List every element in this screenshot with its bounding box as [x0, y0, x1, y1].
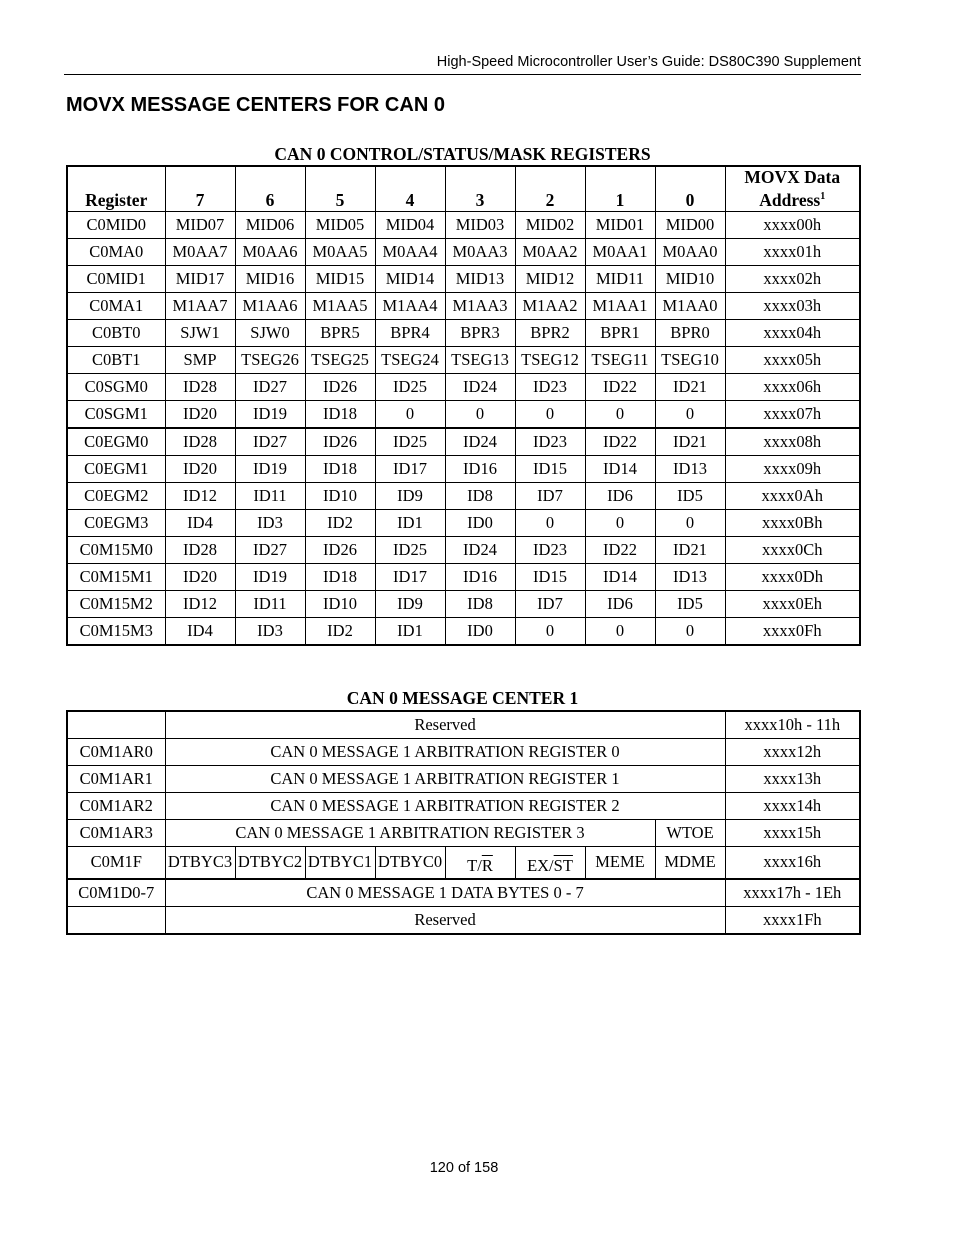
address-cell: xxxx12h: [725, 739, 860, 766]
bit-cell: M0AA1: [585, 239, 655, 266]
address-cell: xxxx02h: [725, 266, 860, 293]
reserved-cell: Reserved: [165, 906, 725, 934]
table1-header-row: [67, 166, 860, 212]
register-cell: C0MID0: [67, 212, 165, 239]
register-cell: C0M1AR3: [67, 820, 165, 847]
bit-cell: 0: [585, 510, 655, 537]
bit-cell: ID23: [515, 428, 585, 456]
address-cell: xxxx17h - 1Eh: [725, 879, 860, 907]
bit-cell: ID5: [655, 483, 725, 510]
table-row: [67, 711, 860, 739]
register-cell: C0M15M3: [67, 618, 165, 646]
exst-bar-text: $\overline{ST}$: [553, 855, 573, 875]
register-cell: C0M1AR0: [67, 739, 165, 766]
table-row: [67, 320, 860, 347]
bit-cell: ID18: [305, 564, 375, 591]
register-cell: C0M1D0-7: [67, 879, 165, 907]
table-row: [67, 401, 860, 429]
bit-cell: ID22: [585, 428, 655, 456]
bit-cell: 0: [515, 510, 585, 537]
bit-cell: MID15: [305, 266, 375, 293]
table1-body: [67, 212, 860, 646]
bit-cell: SMP: [165, 347, 235, 374]
address-cell: xxxx06h: [725, 374, 860, 401]
bit-cell: ID7: [515, 483, 585, 510]
bit-cell: BPR0: [655, 320, 725, 347]
bit-cell: ID1: [375, 618, 445, 646]
bit-cell: ID17: [375, 564, 445, 591]
description-cell: CAN 0 MESSAGE 1 ARBITRATION REGISTER 2: [165, 793, 725, 820]
bit-cell: M1AA7: [165, 293, 235, 320]
bit-cell: ID10: [305, 591, 375, 618]
bit-cell: M0AA0: [655, 239, 725, 266]
bit-cell: ID0: [445, 510, 515, 537]
bit-cell: DTBYC3: [165, 847, 235, 879]
bit-cell: ID19: [235, 564, 305, 591]
bit-cell: ID24: [445, 537, 515, 564]
bit-cell: ID12: [165, 591, 235, 618]
bit-cell: ID20: [165, 456, 235, 483]
bit-cell: ID6: [585, 591, 655, 618]
bit-cell: ID14: [585, 456, 655, 483]
bit-cell: M0AA6: [235, 239, 305, 266]
table-row: [67, 847, 860, 879]
bit-cell: 0: [515, 401, 585, 429]
bit-cell: ID7: [515, 591, 585, 618]
bit-cell: ID2: [305, 618, 375, 646]
bit-cell: ID21: [655, 537, 725, 564]
bit-cell: ID16: [445, 564, 515, 591]
col-header-bit1: 1: [585, 166, 655, 212]
register-cell: C0SGM1: [67, 401, 165, 429]
table-row: [67, 879, 860, 907]
bit-cell: M0AA7: [165, 239, 235, 266]
address-cell: xxxx07h: [725, 401, 860, 429]
bit-cell: ID23: [515, 537, 585, 564]
col-header-bit5: 5: [305, 166, 375, 212]
bit-cell: 0: [585, 618, 655, 646]
address-cell: xxxx00h: [725, 212, 860, 239]
bit-cell: [515, 847, 585, 879]
bit-cell: TSEG26: [235, 347, 305, 374]
bit-cell: 0: [585, 401, 655, 429]
bit-cell: ID13: [655, 456, 725, 483]
bit-cell: 0: [445, 401, 515, 429]
address-cell: xxxx05h: [725, 347, 860, 374]
col-header-bit2: 2: [515, 166, 585, 212]
bit-cell: ID3: [235, 618, 305, 646]
bit-cell: ID28: [165, 428, 235, 456]
register-cell: C0BT1: [67, 347, 165, 374]
register-cell: C0M15M0: [67, 537, 165, 564]
bit-cell: ID22: [585, 374, 655, 401]
bit-cell: ID21: [655, 374, 725, 401]
bit-cell: ID5: [655, 591, 725, 618]
bit-cell: BPR2: [515, 320, 585, 347]
register-cell: C0MA1: [67, 293, 165, 320]
bit-cell: MID10: [655, 266, 725, 293]
table-row: [67, 820, 860, 847]
register-cell: C0M1AR2: [67, 793, 165, 820]
address-cell: xxxx13h: [725, 766, 860, 793]
bit-cell: 0: [655, 618, 725, 646]
bit-cell: BPR3: [445, 320, 515, 347]
control-status-mask-table: [66, 165, 861, 646]
address-cell: xxxx03h: [725, 293, 860, 320]
bit-cell: M1AA1: [585, 293, 655, 320]
bit-cell: DTBYC1: [305, 847, 375, 879]
bit-cell: M1AA0: [655, 293, 725, 320]
table-row: [67, 739, 860, 766]
register-cell: C0MID1: [67, 266, 165, 293]
bit-cell: TSEG13: [445, 347, 515, 374]
address-cell: xxxx0Ch: [725, 537, 860, 564]
bit-cell: ID20: [165, 564, 235, 591]
bit-cell: 0: [515, 618, 585, 646]
col-header-bit0: 0: [655, 166, 725, 212]
register-cell: C0BT0: [67, 320, 165, 347]
bit-cell: MID11: [585, 266, 655, 293]
table-row: [67, 374, 860, 401]
bit-cell: DTBYC0: [375, 847, 445, 879]
bit-cell: BPR1: [585, 320, 655, 347]
bit-cell: ID6: [585, 483, 655, 510]
col-header-register: Register: [67, 166, 165, 212]
bit-cell: ID18: [305, 401, 375, 429]
bit-cell: ID26: [305, 428, 375, 456]
table-row: [67, 428, 860, 456]
bit-cell: TSEG25: [305, 347, 375, 374]
table-row: [67, 266, 860, 293]
address-cell: xxxx08h: [725, 428, 860, 456]
exst-prefix: EX/: [527, 855, 554, 875]
bit-cell: MID00: [655, 212, 725, 239]
address-cell: xxxx10h - 11h: [725, 711, 860, 739]
page-number: 120 of 158: [429, 1160, 499, 1176]
description-cell: CAN 0 MESSAGE 1 DATA BYTES 0 - 7: [165, 879, 725, 907]
register-cell: C0EGM3: [67, 510, 165, 537]
bit-cell: TSEG10: [655, 347, 725, 374]
bit-cell: M1AA5: [305, 293, 375, 320]
bit-cell: DTBYC2: [235, 847, 305, 879]
bit-cell: SJW0: [235, 320, 305, 347]
table-row: [67, 293, 860, 320]
bit-cell: ID18: [305, 456, 375, 483]
running-header: High-Speed Microcontroller User’s Guide: DS80C390 Supplement: [64, 54, 861, 75]
bit-cell: ID17: [375, 456, 445, 483]
bit-cell: 0: [655, 401, 725, 429]
bit-cell: MID04: [375, 212, 445, 239]
bit-cell: M0AA2: [515, 239, 585, 266]
table-row: [67, 483, 860, 510]
bit-cell: ID0: [445, 618, 515, 646]
bit-cell: MID07: [165, 212, 235, 239]
bit-cell: ID28: [165, 374, 235, 401]
col-header-bit7: 7: [165, 166, 235, 212]
table-row: [67, 347, 860, 374]
bit-cell: ID4: [165, 510, 235, 537]
bit-cell: WTOE: [655, 820, 725, 847]
bit-cell: M0AA5: [305, 239, 375, 266]
table-row: [67, 537, 860, 564]
address-cell: xxxx01h: [725, 239, 860, 266]
bit-cell: ID20: [165, 401, 235, 429]
bit-cell: ID9: [375, 591, 445, 618]
table-row: [67, 591, 860, 618]
address-cell: xxxx1Fh: [725, 906, 860, 934]
bit-cell: MID03: [445, 212, 515, 239]
address-cell: xxxx0Ah: [725, 483, 860, 510]
bit-cell: ID12: [165, 483, 235, 510]
register-cell: C0EGM1: [67, 456, 165, 483]
register-cell: C0M1AR1: [67, 766, 165, 793]
address-cell: xxxx0Eh: [725, 591, 860, 618]
bit-cell: ID27: [235, 537, 305, 564]
description-cell: CAN 0 MESSAGE 1 ARBITRATION REGISTER 1: [165, 766, 725, 793]
bit-cell: ID4: [165, 618, 235, 646]
bit-cell: [445, 847, 515, 879]
table-row: [67, 793, 860, 820]
address-cell: xxxx04h: [725, 320, 860, 347]
col-header-bit4: 4: [375, 166, 445, 212]
tr-prefix: T/: [467, 855, 482, 875]
bit-cell: ID27: [235, 374, 305, 401]
bit-cell: ID15: [515, 564, 585, 591]
bit-cell: ID9: [375, 483, 445, 510]
bit-cell: ID15: [515, 456, 585, 483]
address-header-line1: MOVX Data: [744, 167, 841, 188]
bit-cell: ID8: [445, 483, 515, 510]
bit-cell: ID2: [305, 510, 375, 537]
bit-cell: ID1: [375, 510, 445, 537]
bit-cell: ID28: [165, 537, 235, 564]
message-center-1-table: [66, 710, 861, 935]
bit-cell: MID01: [585, 212, 655, 239]
table1-caption: CAN 0 CONTROL/STATUS/MASK REGISTERS: [274, 144, 651, 164]
table-row: [67, 456, 860, 483]
bit-cell: MID13: [445, 266, 515, 293]
bit-cell: ID25: [375, 374, 445, 401]
table-row: [67, 564, 860, 591]
table2-caption: CAN 0 MESSAGE CENTER 1: [346, 688, 579, 708]
table-row: [67, 212, 860, 239]
bit-cell: ID19: [235, 401, 305, 429]
bit-cell: ID11: [235, 483, 305, 510]
bit-cell: BPR4: [375, 320, 445, 347]
bit-cell: MID14: [375, 266, 445, 293]
bit-cell: ID26: [305, 374, 375, 401]
description-cell: CAN 0 MESSAGE 1 ARBITRATION REGISTER 0: [165, 739, 725, 766]
bit-cell: M0AA4: [375, 239, 445, 266]
bit-cell: ID14: [585, 564, 655, 591]
address-cell: xxxx0Bh: [725, 510, 860, 537]
bit-cell: MEME: [585, 847, 655, 879]
table-row: [67, 239, 860, 266]
bit-cell: M1AA4: [375, 293, 445, 320]
address-cell: xxxx14h: [725, 793, 860, 820]
bit-cell: M1AA2: [515, 293, 585, 320]
bit-cell: ID24: [445, 374, 515, 401]
bit-cell: MDME: [655, 847, 725, 879]
bit-cell: ID27: [235, 428, 305, 456]
bit-cell: MID16: [235, 266, 305, 293]
bit-cell: SJW1: [165, 320, 235, 347]
address-footnote-marker: 1: [820, 191, 826, 203]
bit-cell: BPR5: [305, 320, 375, 347]
address-cell: xxxx0Fh: [725, 618, 860, 646]
reserved-cell: Reserved: [165, 711, 725, 739]
register-cell: C0M15M1: [67, 564, 165, 591]
bit-cell: ID19: [235, 456, 305, 483]
bit-cell: TSEG24: [375, 347, 445, 374]
bit-cell: ID10: [305, 483, 375, 510]
address-cell: xxxx15h: [725, 820, 860, 847]
bit-cell: ID26: [305, 537, 375, 564]
table-row: [67, 766, 860, 793]
register-cell: C0M1F: [67, 847, 165, 879]
bit-cell: TSEG12: [515, 347, 585, 374]
bit-cell: M0AA3: [445, 239, 515, 266]
register-cell: C0MA0: [67, 239, 165, 266]
bit-cell: ID11: [235, 591, 305, 618]
bit-cell: ID24: [445, 428, 515, 456]
bit-cell: 0: [655, 510, 725, 537]
bit-cell: MID17: [165, 266, 235, 293]
section-title: MOVX MESSAGE CENTERS FOR CAN 0: [66, 94, 445, 116]
register-cell: [67, 711, 165, 739]
table-row: [67, 906, 860, 934]
bit-cell: 0: [375, 401, 445, 429]
bit-cell: MID02: [515, 212, 585, 239]
address-cell: xxxx09h: [725, 456, 860, 483]
description-cell: CAN 0 MESSAGE 1 ARBITRATION REGISTER 3: [165, 820, 655, 847]
register-cell: C0M15M2: [67, 591, 165, 618]
bit-cell: ID8: [445, 591, 515, 618]
bit-cell: ID3: [235, 510, 305, 537]
bit-cell: MID06: [235, 212, 305, 239]
register-cell: [67, 906, 165, 934]
address-header-line2: Address: [759, 190, 821, 210]
address-cell: xxxx0Dh: [725, 564, 860, 591]
register-cell: C0SGM0: [67, 374, 165, 401]
bit-cell: ID23: [515, 374, 585, 401]
bit-cell: M1AA3: [445, 293, 515, 320]
bit-cell: ID13: [655, 564, 725, 591]
table-row: [67, 510, 860, 537]
register-cell: C0EGM2: [67, 483, 165, 510]
col-header-address: [725, 166, 860, 212]
bit-cell: ID21: [655, 428, 725, 456]
table-row: [67, 618, 860, 646]
tr-bar-text: $\overline{R}$: [481, 855, 493, 875]
address-cell: xxxx16h: [725, 847, 860, 879]
bit-cell: ID16: [445, 456, 515, 483]
bit-cell: ID25: [375, 428, 445, 456]
bit-cell: M1AA6: [235, 293, 305, 320]
bit-cell: ID22: [585, 537, 655, 564]
bit-cell: MID12: [515, 266, 585, 293]
col-header-bit3: 3: [445, 166, 515, 212]
bit-cell: MID05: [305, 212, 375, 239]
bit-cell: ID25: [375, 537, 445, 564]
col-header-bit6: 6: [235, 166, 305, 212]
register-cell: C0EGM0: [67, 428, 165, 456]
bit-cell: TSEG11: [585, 347, 655, 374]
